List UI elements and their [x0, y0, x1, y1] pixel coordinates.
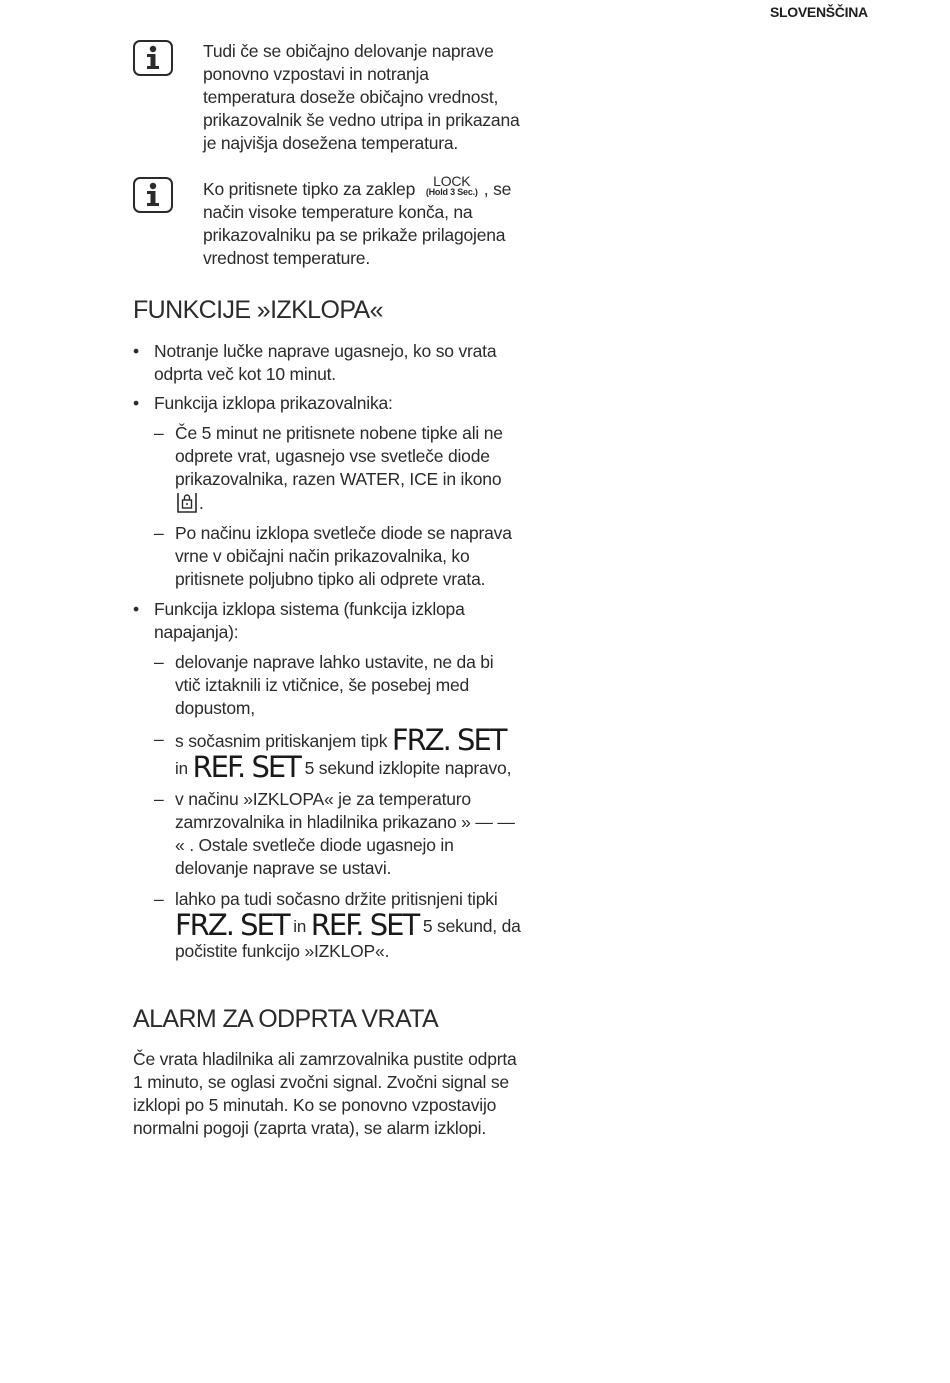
frz-set-key-label: FRZ. SET — [391, 723, 506, 757]
info-icon — [133, 40, 173, 76]
ref-set-key-label: REF. SET — [192, 750, 300, 784]
list-item: • Notranje lučke naprave ugasnejo, ko so vrata odprta več kot 10 minut. — [133, 340, 523, 386]
door-lock-icon — [175, 491, 199, 515]
list-item: – s sočasnim pritiskanjem tipk FRZ. SET in REF. SET 5 sekund izklopite napravo, — [154, 727, 523, 781]
info-note-text: Tudi če se običajno delovanje naprave ponovno vzpostavi in notranja temperatura doseže običajno vrednost, prikazovalnik še vedno utripa in prikazana je najvišja dosežena temperatura. — [203, 41, 520, 153]
lock-key-symbol: LOCK (Hold 3 Sec.) — [425, 173, 478, 197]
list-item: • Funkcija izklopa prikazovalnika: – Če 5 minut ne pritisnete nobene tipke ali ne odprete vrat, ugasnejo vse svetleče diode prikazovalnika, razen WATER, ICE in ikono . – Po načinu izklopa svetleče diode se naprava vrne v običajni način prikazovalnika, ko pritisnete poljubno tipko ali odprete vrata. — [133, 392, 523, 591]
info-icon — [133, 177, 173, 213]
off-functions-list — [133, 340, 523, 971]
door-alarm-text: Če vrata hladilnika ali zamrzovalnika pustite odprta 1 minuto, se oglasi zvočni signal. Zvočni signal se izklopi po 5 minutah. Ko se ponovno vzpostavijo normalni pogoji (zaprta vrata), se alarm izklopi. — [133, 1049, 517, 1138]
frz-set-key-label: FRZ. SET — [175, 908, 289, 942]
language-header: SLOVENŠČINA — [770, 4, 868, 20]
list-item: – Po načinu izklopa svetleče diode se naprava vrne v običajni način prikazovalnika, ko pritisnete poljubno tipko ali odprete vrata. — [154, 522, 523, 591]
list-item: – lahko pa tudi sočasno držite pritisnjeni tipki FRZ. SET in REF. SET 5 sekund, da počistite funkcijo »IZKLOP«. — [154, 887, 523, 964]
list-item: – delovanje naprave lahko ustavite, ne da bi vtič iztaknili iz vtičnice, še posebej med dopustom, — [154, 651, 523, 720]
section-heading-off: FUNKCIJE »IZKLOPA« — [133, 296, 383, 324]
list-item: – Če 5 minut ne pritisnete nobene tipke ali ne odprete vrat, ugasnejo vse svetleče diode prikazovalnika, razen WATER, ICE in ikono . — [154, 422, 523, 515]
info-note-text: Ko pritisnete tipko za zaklep LOCK (Hold 3 Sec.) , se način visoke temperature konča, na prikazovalniku pa se prikaže prilagojena vrednost temperature. — [203, 173, 512, 268]
list-item: • Funkcija izklopa sistema (funkcija izklopa napajanja): – delovanje naprave lahko ustavite, ne da bi vtič iztaknili iz vtičnice, še posebej med dopustom, – s sočasnim pritiskanjem tipk FRZ. SET in REF. SET 5 sekund izklopite napravo, – v načinu »IZKLOPA« je za temperaturo zamrzovalnika in hladilnika prikazano » — — « . Ostale svetleče diode ugasnejo in delovanje naprave se ustavi. – lahko pa tudi sočasno držite pritisnjeni tipki FRZ. SET in REF. SET 5 sekund, da počistite funkcijo »IZKLOP«. — [133, 598, 523, 964]
list-item: – v načinu »IZKLOPA« je za temperaturo zamrzovalnika in hladilnika prikazano » — — « . Ostale svetleče diode ugasnejo in delovanje naprave se ustavi. — [154, 788, 523, 880]
ref-set-key-label: REF. SET — [310, 908, 419, 942]
section-heading-door-alarm: ALARM ZA ODPRTA VRATA — [133, 1005, 439, 1033]
